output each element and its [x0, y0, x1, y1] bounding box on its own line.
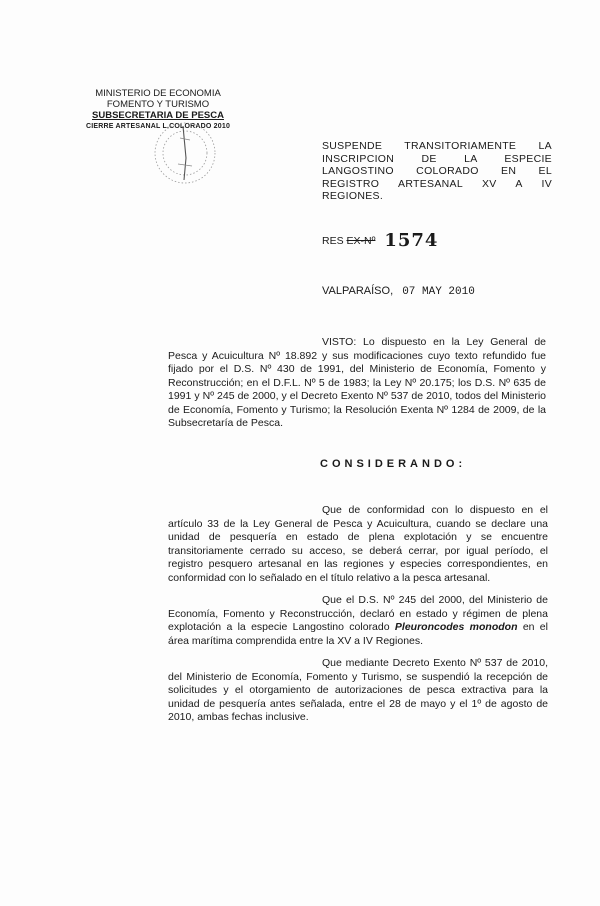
resolution-struck-text: EX-Nº [346, 235, 376, 247]
subject-line: SUSPENDE TRANSITORIAMENTE LA [322, 140, 552, 152]
subject-line: REGISTRO ARTESANAL XV A IV [322, 177, 552, 190]
resolution-prefix: RES [322, 235, 344, 247]
ministry-division: FOMENTO Y TURISMO [106, 99, 210, 110]
paragraph-text: Que mediante Decreto Exento Nº 537 de 2010, del Ministerio de Economía, Fomento y Turismo, se suspendió la recepción de solicitudes y el otorgamiento de autorizaciones de pesca extractiva para la unidad de pesquería antes señalada, entre el 28 de mayo y el 1º de agosto de 2010, ambas fechas inclusive. [168, 657, 548, 723]
subject-line: REGIONES. [322, 190, 384, 202]
considerando-paragraph-3 [168, 657, 548, 725]
considerando-paragraph-1 [168, 504, 548, 585]
paragraph-text: Que el D.S. Nº 245 del 2000, del Ministerio de Economía, Fomento y Reconstrucción, declaró en estado y régimen de plena explotación a la especie Langostino colorado [168, 594, 548, 633]
date-stamp: 07 MAY 2010 [402, 286, 475, 298]
resolution-stamped-number: 1574 [384, 230, 439, 251]
considerando-paragraph-2 [168, 594, 548, 648]
considerando-heading: CONSIDERANDO: [320, 458, 467, 470]
species-name: Pleuroncodes monodon [394, 621, 518, 633]
official-stamp [150, 118, 220, 188]
document-subject [322, 140, 552, 203]
subsecretaria-name: SUBSECRETARIA DE PESCA [92, 110, 224, 121]
city: VALPARAÍSO, [322, 285, 394, 297]
place-and-date [322, 285, 475, 298]
paragraph-text: en el área marítima comprendida entre la XV a IV Regiones. [168, 621, 548, 647]
ministry-name: MINISTERIO DE ECONOMIA [95, 88, 221, 99]
file-reference: CIERRE ARTESANAL L.COLORADO 2010 [85, 123, 231, 130]
visto-heading: VISTO: [322, 336, 357, 348]
resolution-number [322, 228, 438, 249]
paragraph-text: Que de conformidad con lo dispuesto en el artículo 33 de la Ley General de Pesca y Acuicultura, cuando se declare una unidad de pesquería en estado de plena explotación y se encuentre transitoriamente cerrado su acceso, se deberá cerrar, por igual período, el registro pesquero artesanal en las regiones y especies correspondientes, en conformidad con lo señalado en el título relativo a la pesca artesanal. [168, 504, 548, 584]
subject-line: LANGOSTINO COLORADO EN EL [322, 165, 552, 177]
visto-text: Lo dispuesto en la Ley General de Pesca y Acuicultura Nº 18.892 y sus modificaciones cuyo texto refundido fue fijado por el D.S. Nº 430 de 1991, del Ministerio de Economía, Fomento y Reconstrucción; en el D.F.L. Nº 5 de 1983; la Ley Nº 20.175; los D.S. Nº 635 de 1991 y Nº 245 de 2000, y el Decreto Exento Nº 537 de 2010, todos del Ministerio de Economía, Fomento y Turismo; la Resolución Exenta Nº 1284 de 2009, de la Subsecretaría de Pesca. [168, 336, 546, 429]
subject-line: INSCRIPCION DE LA ESPECIE [322, 152, 552, 165]
visto-section [168, 336, 546, 431]
